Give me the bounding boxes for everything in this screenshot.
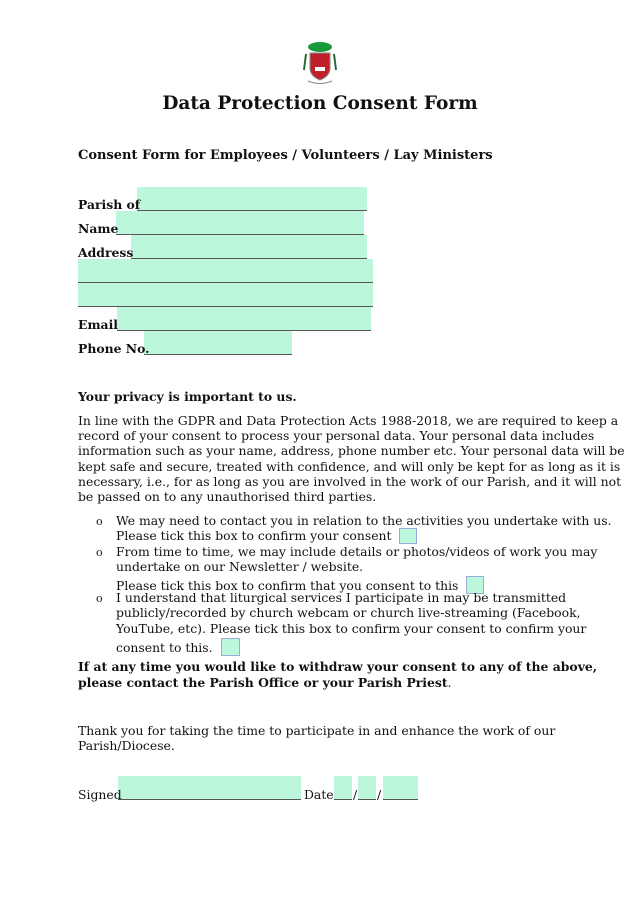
date-day-input[interactable] — [334, 776, 352, 800]
bullet-line: undertake on our Newsletter / website. — [116, 559, 364, 574]
bullet-marker: o — [96, 515, 103, 528]
address-line-3-input[interactable] — [78, 283, 373, 307]
phone-label: Phone No. — [78, 341, 150, 356]
signature-input[interactable] — [118, 776, 301, 800]
thanks-line: Parish/Diocese. — [78, 738, 175, 753]
address-input[interactable] — [131, 235, 367, 259]
bullet-line: publicly/recorded by church webcam or church live-streaming (Facebook, — [116, 605, 581, 620]
bullet-marker: o — [96, 546, 103, 559]
bullet-marker: o — [96, 592, 103, 605]
phone-input[interactable] — [144, 331, 292, 355]
address-line-2-input[interactable] — [78, 259, 373, 283]
email-input[interactable] — [117, 307, 371, 331]
contact-consent-checkbox[interactable] — [399, 528, 417, 544]
bullet-line: Please tick this box to confirm that you consent to this — [116, 578, 459, 593]
page-title: Data Protection Consent Form — [162, 93, 478, 114]
thanks-line: Thank you for taking the time to participate in and enhance the work of our — [78, 723, 556, 738]
subtitle: Consent Form for Employees / Volunteers / Lay Ministers — [78, 148, 493, 163]
bullet-line: From time to time, we may include details or photos/videos of work you may — [116, 544, 598, 559]
paragraph-line: information such as your name, address, phone number etc. Your personal data will be — [78, 443, 625, 458]
bullet-line: consent to this. — [116, 640, 213, 655]
email-label: Email — [78, 317, 118, 332]
bullet-line: We may need to contact you in relation to the activities you undertake with us. — [116, 513, 612, 528]
parish-input[interactable] — [137, 187, 367, 211]
address-label: Address — [78, 245, 134, 260]
bullet-line: YouTube, etc). Please tick this box to confirm your consent to confirm your — [116, 621, 587, 636]
bullet-line: I understand that liturgical services I participate in may be transmitted — [116, 590, 567, 605]
withdraw-line: please contact the Parish Office or your Parish Priest — [78, 675, 448, 690]
signed-label: Signed — [78, 787, 122, 802]
name-input[interactable] — [116, 211, 364, 235]
privacy-heading: Your privacy is important to us. — [78, 389, 297, 404]
livestream-consent-checkbox[interactable] — [221, 638, 240, 656]
withdraw-line: If at any time you would like to withdraw your consent to any of the above, — [78, 659, 598, 674]
paragraph-line: be passed on to any unauthorised third parties. — [78, 489, 377, 504]
paragraph-line: kept safe and secure, treated with confidence, and will only be kept for as long as it is — [78, 459, 621, 474]
date-label: Date — [304, 787, 334, 802]
date-separator: / — [377, 787, 382, 802]
diocesan-crest-icon — [296, 40, 344, 86]
withdraw-end: . — [447, 675, 452, 690]
paragraph-line: In line with the GDPR and Data Protection Acts 1988-2018, we are required to keep a — [78, 413, 619, 428]
paragraph-line: necessary, i.e., for as long as you are involved in the work of our Parish, and it will not — [78, 474, 622, 489]
name-label: Name — [78, 221, 119, 236]
bullet-row — [116, 528, 417, 544]
date-year-input[interactable] — [383, 776, 418, 800]
date-separator: / — [353, 787, 358, 802]
parish-label: Parish of — [78, 197, 141, 212]
date-month-input[interactable] — [358, 776, 376, 800]
bullet-line: Please tick this box to confirm your consent — [116, 528, 392, 543]
paragraph-line: record of your consent to process your personal data. Your personal data includes — [78, 428, 595, 443]
bullet-row — [116, 638, 240, 656]
